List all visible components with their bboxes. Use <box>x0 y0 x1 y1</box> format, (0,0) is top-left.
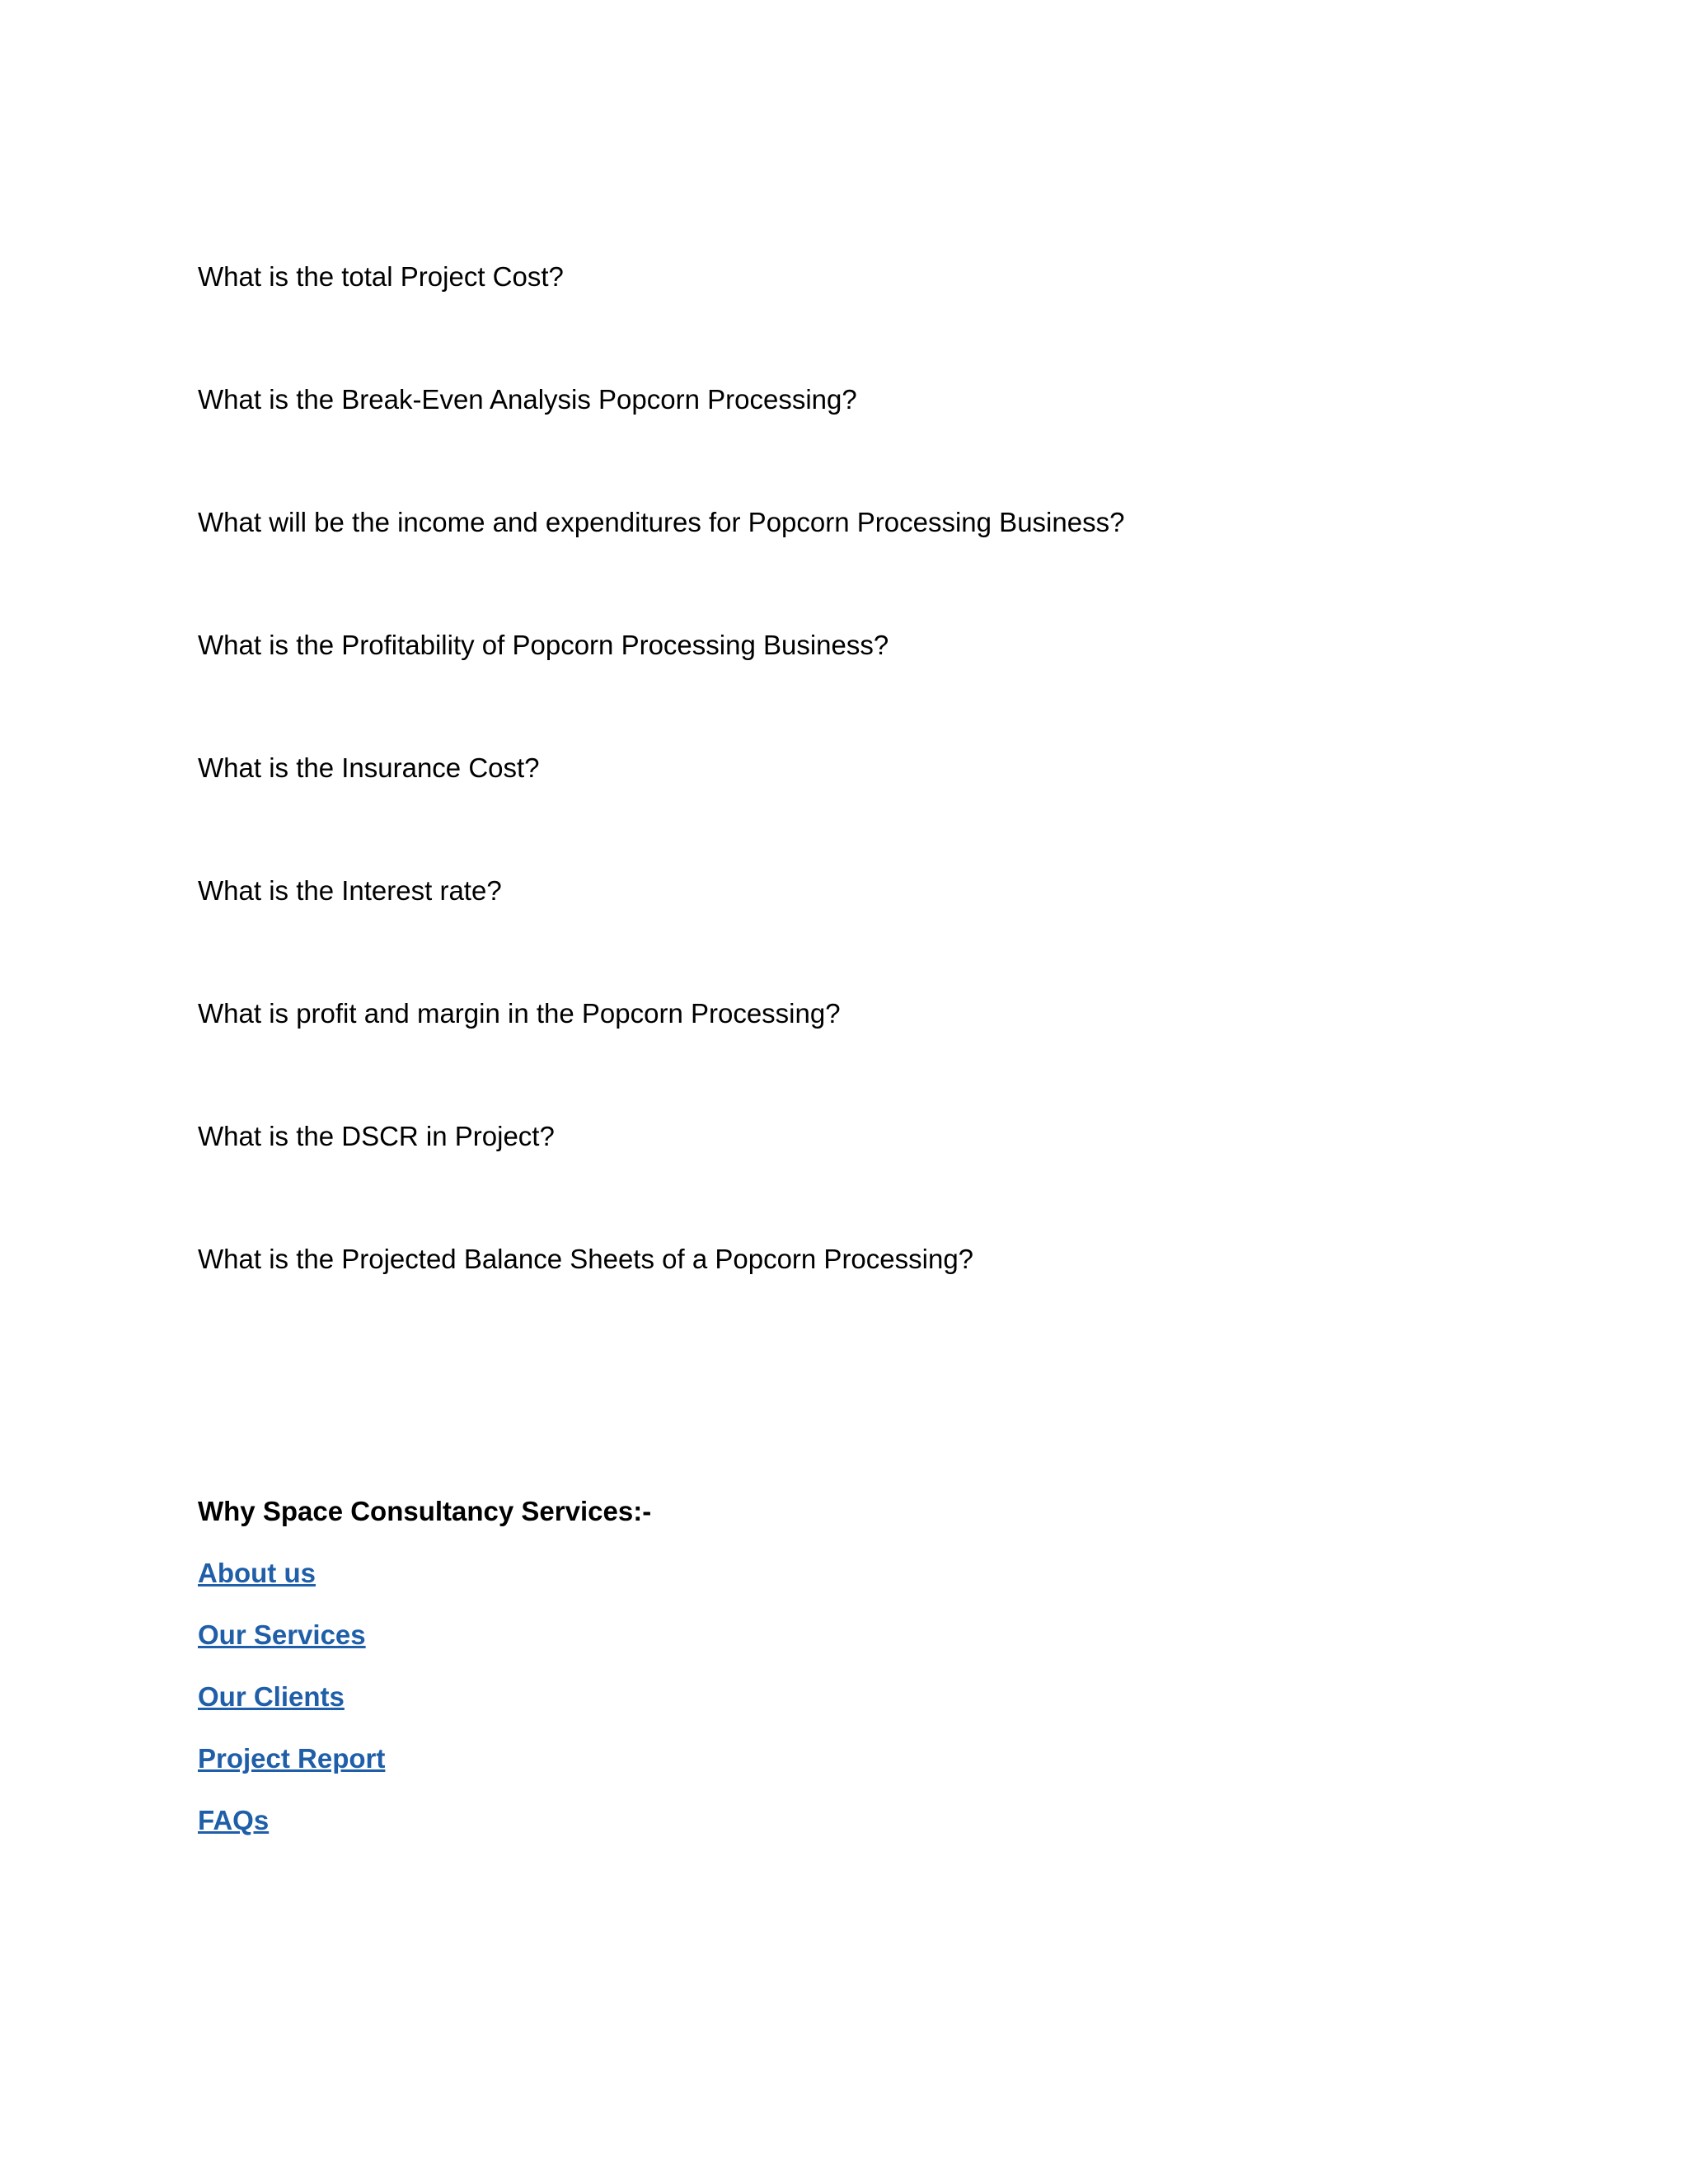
question-profit-margin: What is profit and margin in the Popcorn Processing? <box>198 998 841 1029</box>
question-projected-balance-sheets: What is the Projected Balance Sheets of a Popcorn Processing? <box>198 1244 974 1274</box>
our-services-link[interactable]: Our Services <box>198 1619 366 1650</box>
question-dscr: What is the DSCR in Project? <box>198 1121 555 1151</box>
question-profitability: What is the Profitability of Popcorn Processing Business? <box>198 630 889 660</box>
question-interest-rate: What is the Interest rate? <box>198 875 502 906</box>
our-clients-link[interactable]: Our Clients <box>198 1681 345 1712</box>
question-total-project-cost: What is the total Project Cost? <box>198 261 564 292</box>
question-income-expenditures: What will be the income and expenditures for Popcorn Processing Business? <box>198 507 1125 537</box>
why-section-heading: Why Space Consultancy Services:- <box>198 1496 652 1526</box>
project-report-link[interactable]: Project Report <box>198 1743 386 1774</box>
question-break-even-analysis: What is the Break-Even Analysis Popcorn Processing? <box>198 384 857 415</box>
faqs-link[interactable]: FAQs <box>198 1805 270 1835</box>
about-us-link[interactable]: About us <box>198 1558 316 1588</box>
question-insurance-cost: What is the Insurance Cost? <box>198 752 540 783</box>
